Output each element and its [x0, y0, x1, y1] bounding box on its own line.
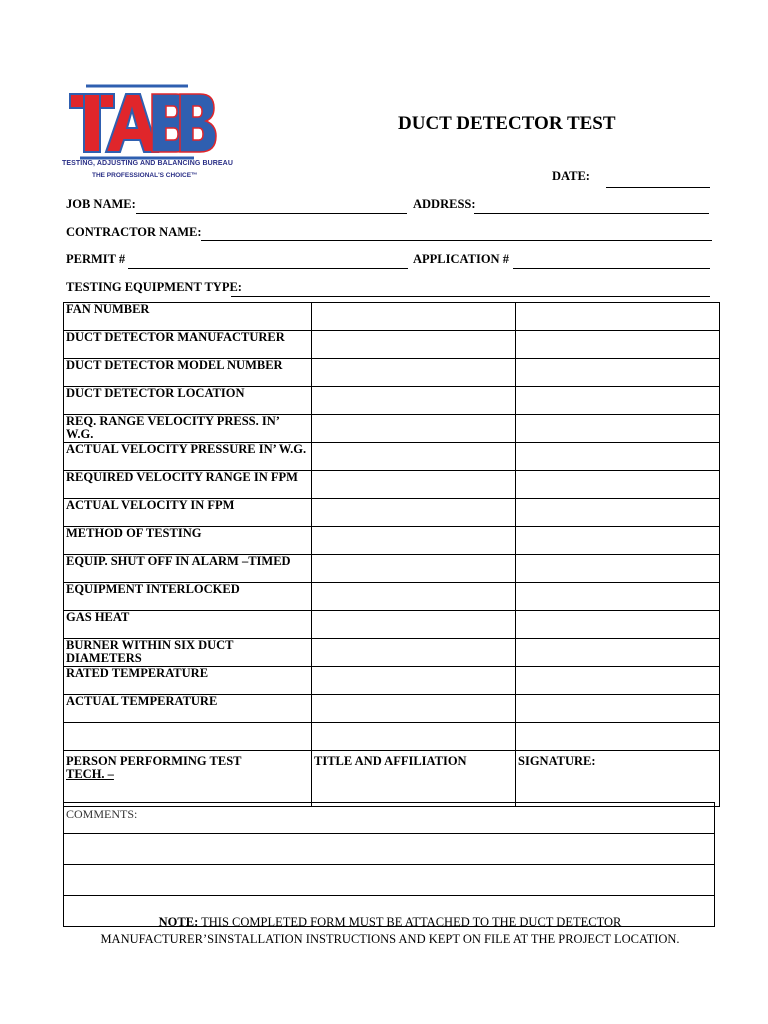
row-value-1[interactable] — [312, 695, 516, 723]
table-row — [64, 527, 720, 555]
row-label: DUCT DETECTOR MODEL NUMBER — [64, 359, 312, 387]
table-row — [64, 555, 720, 583]
row-value-2[interactable] — [516, 387, 720, 415]
signoff-row — [64, 751, 720, 807]
row-value-2[interactable] — [516, 611, 720, 639]
row-label: ACTUAL VELOCITY PRESSURE IN’ W.G. — [64, 443, 312, 471]
row-label: BURNER WITHIN SIX DUCT DIAMETERS — [64, 639, 312, 667]
permit-label: PERMIT # — [66, 252, 126, 266]
row-label: EQUIP. SHUT OFF IN ALARM –TIMED — [64, 555, 312, 583]
table-row — [64, 331, 720, 359]
row-value-2[interactable] — [516, 499, 720, 527]
application-field[interactable] — [513, 268, 710, 269]
comments-line-3[interactable] — [64, 865, 715, 896]
note-label: NOTE: — [158, 915, 199, 929]
row-value-1[interactable] — [312, 331, 516, 359]
footer-note — [64, 914, 716, 948]
table-row — [64, 415, 720, 443]
address-label: ADDRESS: — [413, 197, 476, 211]
row-value-1[interactable] — [312, 499, 516, 527]
row-value-2[interactable] — [516, 443, 720, 471]
row-label: FAN NUMBER — [64, 303, 312, 331]
test-table — [63, 302, 720, 807]
title-affiliation-label: TITLE AND AFFILIATION — [314, 754, 467, 768]
row-value-2[interactable] — [516, 359, 720, 387]
comments-line-1[interactable] — [64, 803, 715, 834]
row-value-1[interactable] — [312, 303, 516, 331]
table-row — [64, 303, 720, 331]
row-value-2[interactable] — [516, 639, 720, 667]
title-affiliation-cell[interactable] — [312, 751, 516, 807]
table-row — [64, 471, 720, 499]
signature-cell[interactable] — [516, 751, 720, 807]
contractor-name-label: CONTRACTOR NAME: — [66, 225, 202, 239]
row-value-2[interactable] — [516, 667, 720, 695]
row-value-2[interactable] — [516, 331, 720, 359]
equipment-type-label: TESTING EQUIPMENT TYPE: — [66, 280, 242, 294]
signature-label: SIGNATURE: — [518, 754, 596, 768]
row-value-1[interactable] — [312, 359, 516, 387]
row-value-2[interactable] — [516, 303, 720, 331]
logo-tagline: TESTING, ADJUSTING AND BALANCING BUREAU — [62, 160, 233, 167]
date-field[interactable] — [606, 187, 710, 188]
row-value-1[interactable] — [312, 527, 516, 555]
note-text: THIS COMPLETED FORM MUST BE ATTACHED TO THE DUCT DETECTOR MANUFACTURER’SINSTALLATION INSTRUCTIONS AND KEPT ON FILE AT THE PROJECT LOCATION. — [100, 915, 680, 946]
table-row — [64, 723, 720, 751]
row-value-2[interactable] — [516, 471, 720, 499]
row-label: METHOD OF TESTING — [64, 527, 312, 555]
comments-table — [63, 802, 715, 927]
date-label: DATE: — [552, 169, 590, 183]
row-label: ACTUAL VELOCITY IN FPM — [64, 499, 312, 527]
row-label: GAS HEAT — [64, 611, 312, 639]
row-label: RATED TEMPERATURE — [64, 667, 312, 695]
logo-subtagline: THE PROFESSIONAL'S CHOICE™ — [92, 172, 198, 179]
table-row — [64, 387, 720, 415]
row-value-1[interactable] — [312, 555, 516, 583]
job-name-label: JOB NAME: — [66, 197, 136, 211]
address-field[interactable] — [474, 213, 709, 214]
application-label: APPLICATION # — [413, 252, 509, 266]
row-value-2[interactable] — [516, 723, 720, 751]
row-value-1[interactable] — [312, 443, 516, 471]
person-performing-cell[interactable] — [64, 751, 312, 807]
table-row — [64, 359, 720, 387]
row-value-2[interactable] — [516, 415, 720, 443]
table-row — [64, 639, 720, 667]
comments-line-2[interactable] — [64, 834, 715, 865]
row-label: REQUIRED VELOCITY RANGE IN FPM — [64, 471, 312, 499]
table-row — [64, 499, 720, 527]
comments-label: COMMENTS: — [66, 807, 138, 821]
row-label: DUCT DETECTOR MANUFACTURER — [64, 331, 312, 359]
row-label: ACTUAL TEMPERATURE — [64, 695, 312, 723]
row-value-2[interactable] — [516, 527, 720, 555]
row-value-1[interactable] — [312, 387, 516, 415]
table-row — [64, 443, 720, 471]
row-value-2[interactable] — [516, 583, 720, 611]
row-label — [64, 723, 312, 751]
permit-field[interactable] — [128, 268, 408, 269]
contractor-name-field[interactable] — [201, 240, 712, 241]
row-value-1[interactable] — [312, 639, 516, 667]
row-value-2[interactable] — [516, 695, 720, 723]
row-value-1[interactable] — [312, 583, 516, 611]
row-value-1[interactable] — [312, 415, 516, 443]
person-performing-label: PERSON PERFORMING TEST — [66, 754, 242, 768]
form-title: DUCT DETECTOR TEST — [398, 113, 616, 134]
row-label: REQ. RANGE VELOCITY PRESS. IN’ W.G. — [64, 415, 312, 443]
table-row — [64, 611, 720, 639]
row-value-1[interactable] — [312, 667, 516, 695]
tabb-logo-mark — [66, 84, 218, 164]
job-name-field[interactable] — [136, 213, 407, 214]
table-row — [64, 583, 720, 611]
table-row — [64, 667, 720, 695]
row-value-1[interactable] — [312, 723, 516, 751]
table-row — [64, 695, 720, 723]
row-value-1[interactable] — [312, 611, 516, 639]
row-label: DUCT DETECTOR LOCATION — [64, 387, 312, 415]
tech-label: TECH. – — [66, 767, 114, 781]
equipment-type-field[interactable] — [231, 296, 710, 297]
row-label: EQUIPMENT INTERLOCKED — [64, 583, 312, 611]
row-value-1[interactable] — [312, 471, 516, 499]
row-value-2[interactable] — [516, 555, 720, 583]
